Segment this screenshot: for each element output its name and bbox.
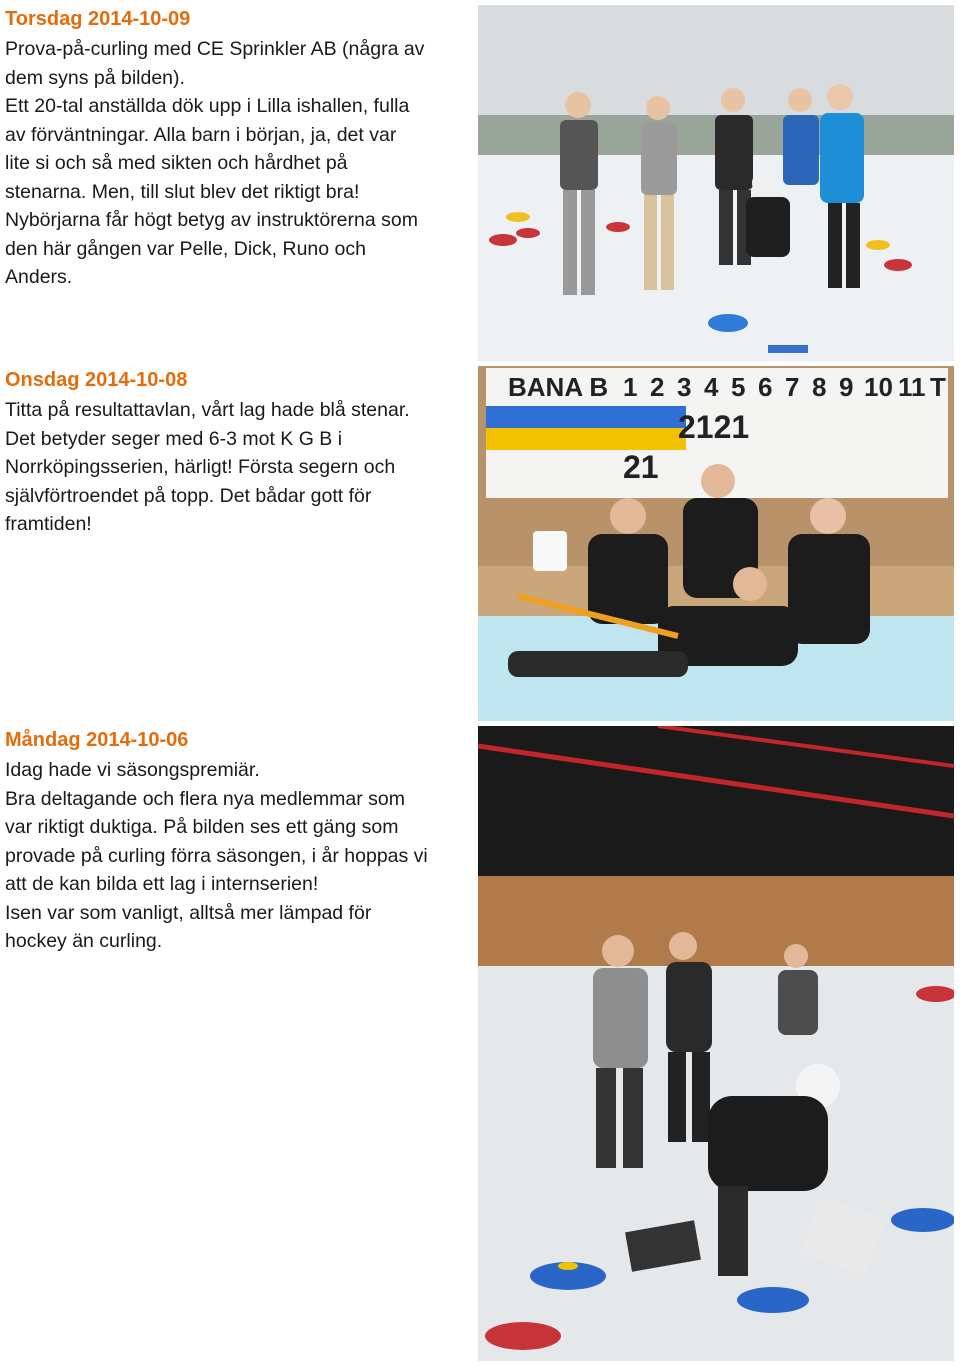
news-entry-2014-10-09 xyxy=(5,5,467,292)
end-number: 8 xyxy=(812,372,827,402)
end-number: 5 xyxy=(731,372,746,402)
photo-season-premiere xyxy=(478,726,954,1361)
entry-heading: Torsdag 2014-10-09 xyxy=(5,8,191,30)
entry-line: att de kan bilda ett lag i internserien! xyxy=(5,873,319,895)
end-number: 4 xyxy=(704,372,719,402)
news-entry-2014-10-08 xyxy=(5,366,467,539)
end-number: 11 xyxy=(898,372,926,402)
photo-scoreboard-team xyxy=(478,366,954,721)
blue-row-score: 2121 xyxy=(678,409,750,445)
entry-line: Ett 20-tal anställda dök upp i Lilla ishallen, fulla xyxy=(5,95,410,117)
end-number: T xyxy=(930,372,946,402)
yellow-team-row xyxy=(486,428,686,450)
end-number: 10 xyxy=(864,372,893,402)
entry-line: av förväntningar. Alla barn i början, ja, det var xyxy=(5,123,397,146)
entry-line: den här gången var Pelle, Dick, Runo och xyxy=(5,237,366,260)
lane-label: BANA B xyxy=(508,372,609,402)
entry-line: Isen var som vanligt, alltså mer lämpad för xyxy=(5,901,372,924)
entry-line: Anders. xyxy=(5,266,73,288)
entry-heading: Måndag 2014-10-06 xyxy=(5,729,189,751)
entry-line: självförtroendet på topp. Det bådar gott för xyxy=(5,484,372,507)
entry-line: dem syns på bilden). xyxy=(5,66,185,89)
news-entry-2014-10-06 xyxy=(5,726,467,956)
entry-line: framtiden! xyxy=(5,513,92,535)
entry-line: Det betyder seger med 6-3 mot K G B i xyxy=(5,427,343,450)
photo-group-on-ice xyxy=(478,5,954,361)
scoreboard-photo-illustration xyxy=(478,366,954,721)
season-premiere-illustration xyxy=(478,726,954,1361)
entry-line: Norrköpingsserien, härligt! Första segern och xyxy=(5,456,396,478)
entry-line: Bra deltagande och flera nya medlemmar som xyxy=(5,787,405,810)
entry-line: Nybörjarna får högt betyg av instruktörerna som xyxy=(5,209,418,231)
end-number: 3 xyxy=(677,372,692,402)
entry-line: stenarna. Men, till slut blev det riktigt bra! xyxy=(5,180,360,203)
entry-line: provade på curling förra säsongen, i år hoppas vi xyxy=(5,844,428,867)
entry-line: Prova-på-curling med CE Sprinkler AB (några av xyxy=(5,38,425,60)
end-number: 9 xyxy=(839,372,854,402)
end-number: 1 xyxy=(623,372,638,402)
yellow-row-score: 21 xyxy=(623,449,659,485)
entry-line: var riktigt duktiga. På bilden ses ett gäng som xyxy=(5,816,399,838)
blue-team-row xyxy=(486,406,686,428)
entry-line: Idag hade vi säsongspremiär. xyxy=(5,759,260,781)
entry-line: hockey än curling. xyxy=(5,930,163,952)
end-number: 6 xyxy=(758,372,773,402)
end-number: 7 xyxy=(785,372,800,402)
entry-heading: Onsdag 2014-10-08 xyxy=(5,369,188,391)
entry-line: lite si och så med sikten och hårdhet på xyxy=(5,152,348,174)
entry-line: Titta på resultattavlan, vårt lag hade blå stenar. xyxy=(5,399,410,421)
end-number: 2 xyxy=(650,372,665,402)
photo-group-on-ice-illustration xyxy=(478,5,954,361)
